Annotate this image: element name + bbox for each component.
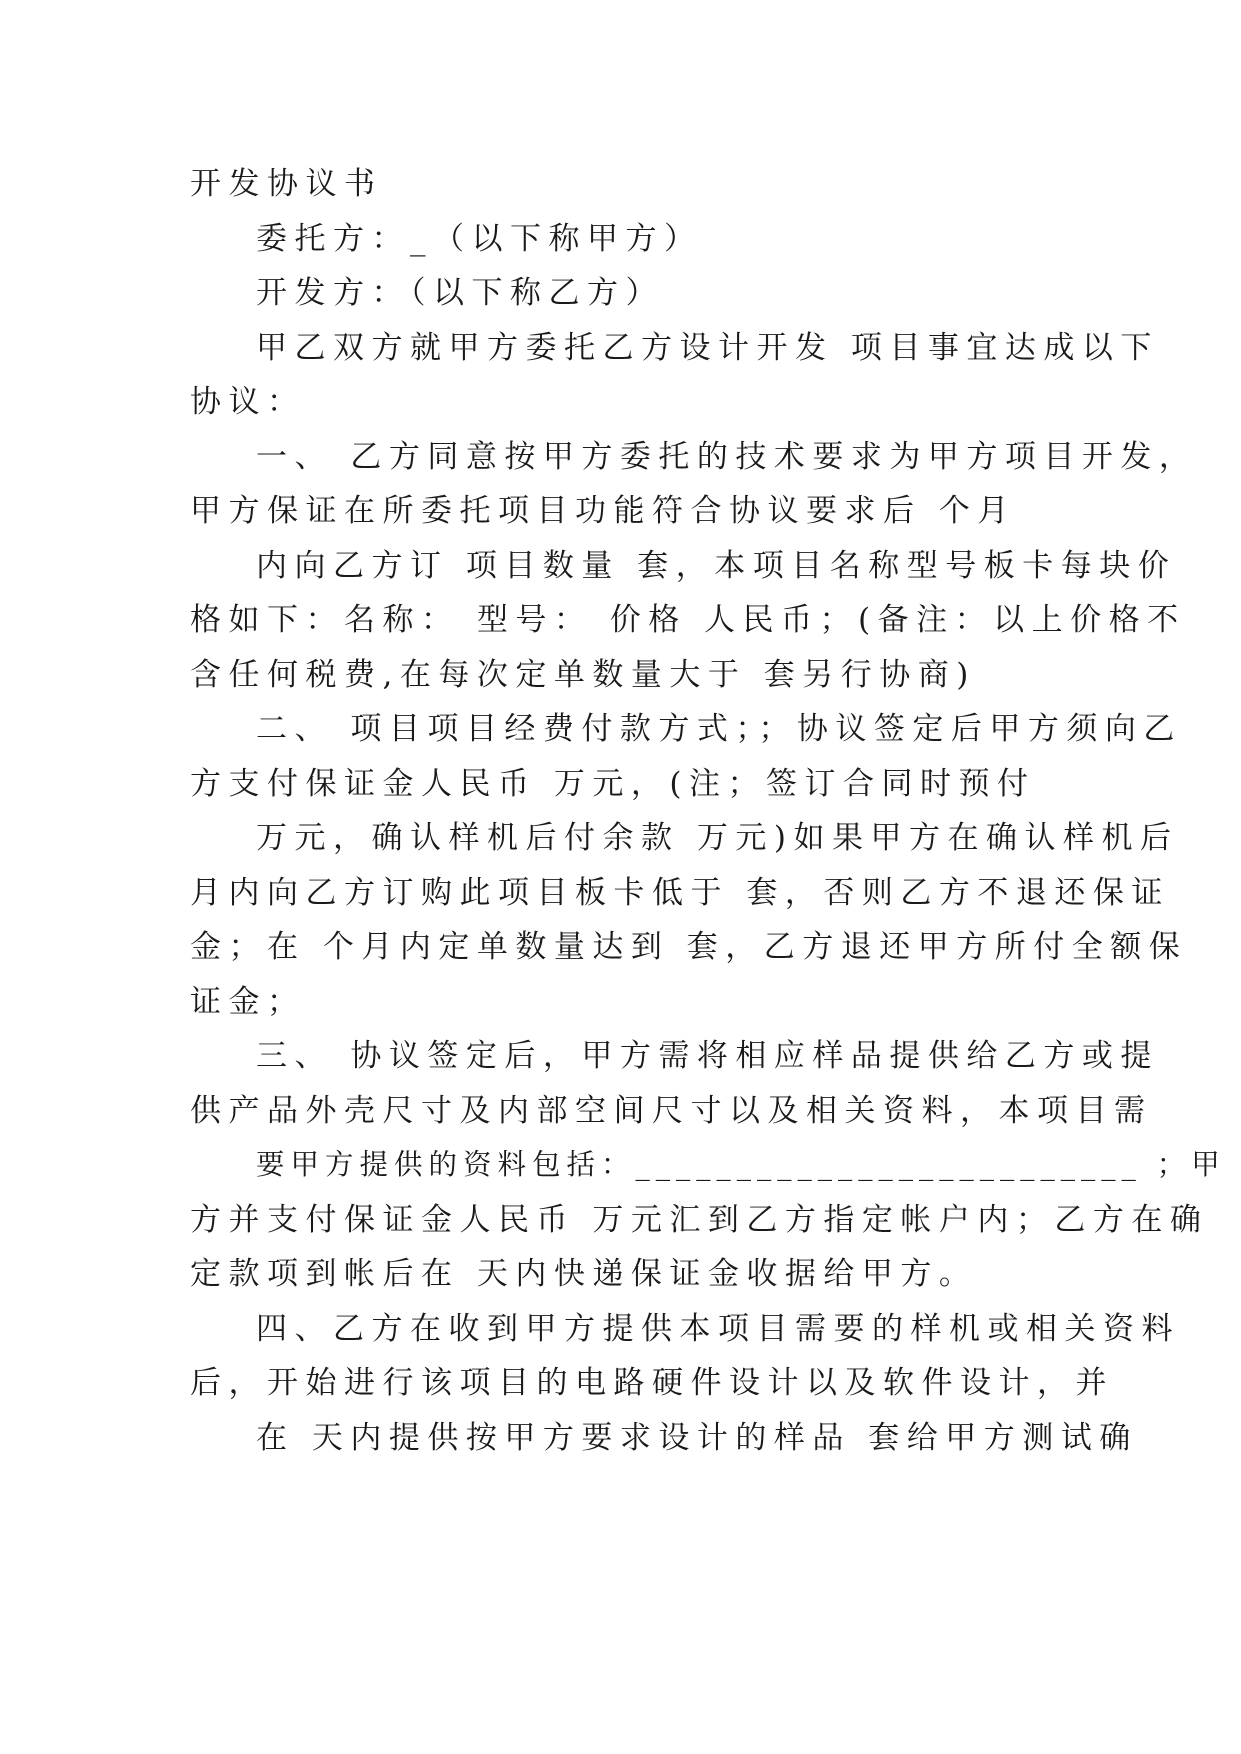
paragraph-line: 方支付保证金人民币 万元，(注；签订合同时预付 [190, 766, 1036, 802]
developer-party-line: 开发方：（以下称乙方） [256, 275, 664, 311]
paragraph-line: 协议： [190, 384, 306, 420]
paragraph-line: 在 天内提供按甲方要求设计的样品 套给甲方测试确 [256, 1420, 1138, 1456]
clause-four-line: 四、乙方在收到甲方提供本项目需要的样机或相关资料 [256, 1311, 1180, 1347]
paragraph-line: 金；在 个月内定单数量达到 套，乙方退还甲方所付全额保 [190, 929, 1188, 965]
paragraph-line: 内向乙方订 项目数量 套，本项目名称型号板卡每块价 [256, 548, 1177, 584]
paragraph-line: 要甲方提供的资料包括：_________________________ ；甲 [256, 1148, 1226, 1181]
paragraph-line: 后，开始进行该项目的电路硬件设计以及软件设计，并 [190, 1365, 1114, 1401]
clause-two-line: 二、 项目项目经费付款方式；；协议签定后甲方须向乙 [256, 711, 1182, 747]
clause-three-line: 三、 协议签定后，甲方需将相应样品提供给乙方或提 [256, 1038, 1159, 1074]
paragraph-line: 定款项到帐后在 天内快递保证金收据给甲方。 [190, 1256, 978, 1292]
paragraph-line: 甲乙双方就甲方委托乙方设计开发 项目事宜达成以下 [256, 330, 1159, 366]
paragraph-line: 方并支付保证金人民币 万元汇到乙方指定帐户内；乙方在确 [190, 1202, 1209, 1238]
paragraph-line: 万元，确认样机后付余款 万元)如果甲方在确认样机后 [256, 820, 1179, 856]
document-title: 开发协议书 [190, 166, 383, 202]
paragraph-line: 甲方保证在所委托项目功能符合协议要求后 个月 [190, 493, 1016, 529]
client-party-line: 委托方：_（以下称甲方） [256, 221, 703, 257]
paragraph-line: 证金； [190, 984, 306, 1020]
paragraph-line: 供产品外壳尺寸及内部空间尺寸以及相关资料，本项目需 [190, 1093, 1153, 1129]
paragraph-line: 含任何税费,在每次定单数量大于 套另行协商) [190, 657, 976, 693]
paragraph-line: 月内向乙方订购此项目板卡低于 套，否则乙方不退还保证 [190, 875, 1170, 911]
clause-one-line: 一、 乙方同意按甲方委托的技术要求为甲方项目开发， [256, 439, 1198, 475]
paragraph-line: 格如下：名称： 型号： 价格 人民币；(备注：以上价格不 [190, 602, 1186, 638]
